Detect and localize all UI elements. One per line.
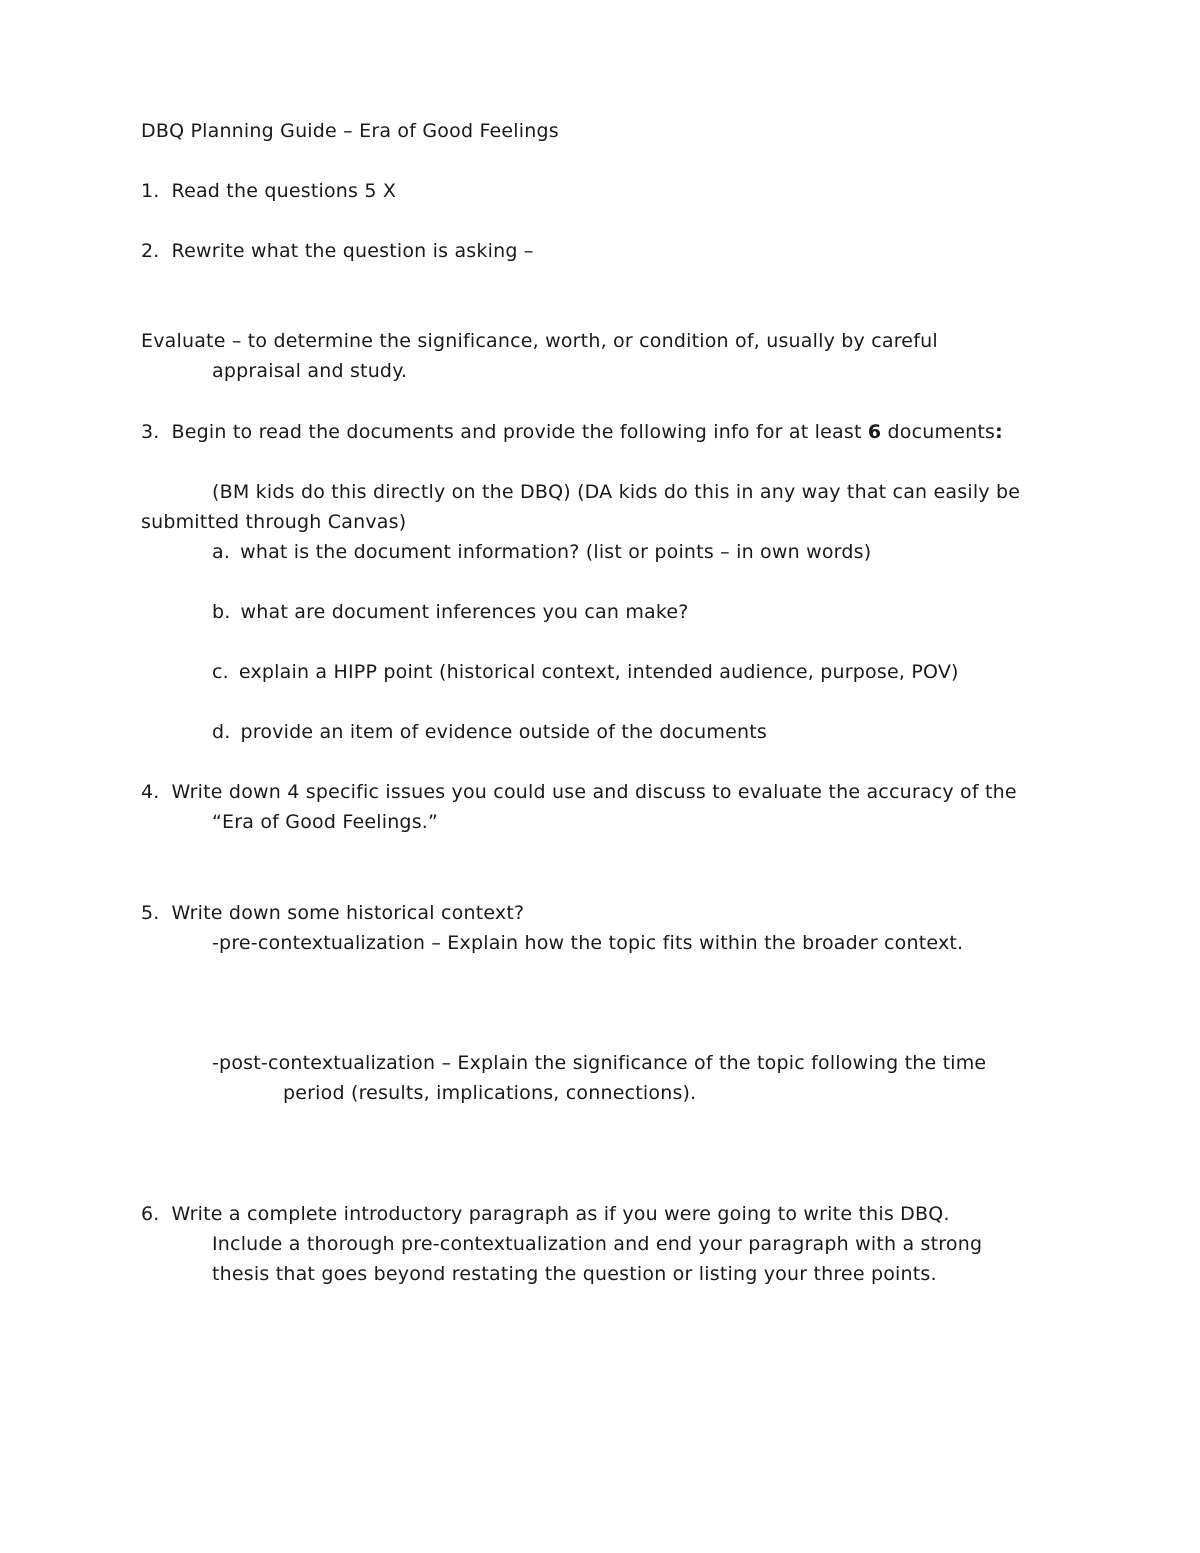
step-3-item-a: [212, 537, 871, 567]
item-letter: d.: [212, 721, 231, 743]
step-text: Rewrite what the question is asking –: [171, 240, 534, 262]
step-text: Write down 4 specific issues you could use and discuss to evaluate the accuracy of the: [171, 781, 1017, 803]
step-6-line-2: Include a thorough pre-contextualization and end your paragraph with a strong: [212, 1233, 983, 1255]
step-number: 4.: [141, 781, 160, 803]
step-text: Write a complete introductory paragraph as if you were going to write this DBQ.: [171, 1203, 950, 1225]
step-text: Write down some historical context?: [171, 902, 525, 924]
step-4-line-2: “Era of Good Feelings.”: [212, 811, 439, 833]
step-6-line-3: thesis that goes beyond restating the question or listing your three points.: [212, 1263, 937, 1285]
step-text: Begin to read the documents and provide the following info for at least: [171, 421, 868, 443]
document-title: DBQ Planning Guide – Era of Good Feelings: [141, 120, 559, 142]
step-text-end: documents: [881, 421, 996, 443]
step-6: [141, 1199, 950, 1229]
step-3-item-c: [212, 657, 959, 687]
step-5: [141, 898, 524, 928]
step-3-item-b: [212, 597, 689, 627]
evaluate-definition-line-1: Evaluate – to determine the significance, worth, or condition of, usually by careful: [141, 330, 938, 352]
step-colon: :: [995, 421, 1003, 443]
step-1: [141, 176, 396, 206]
step-number: 1.: [141, 180, 160, 202]
item-text: what is the document information? (list or points – in own words): [240, 541, 872, 563]
step-3-note-line-1: (BM kids do this directly on the DBQ) (DA kids do this in any way that can easily be: [212, 481, 1021, 503]
item-letter: b.: [212, 601, 231, 623]
step-number: 5.: [141, 902, 160, 924]
post-contextualization-line-2: period (results, implications, connections).: [283, 1082, 697, 1104]
step-3-note-line-2: submitted through Canvas): [141, 511, 407, 533]
evaluate-definition-line-2: appraisal and study.: [212, 360, 408, 382]
item-text: what are document inferences you can make?: [240, 601, 689, 623]
step-2: [141, 236, 534, 266]
step-number: 3.: [141, 421, 160, 443]
item-letter: c.: [212, 661, 229, 683]
item-text: provide an item of evidence outside of the documents: [240, 721, 767, 743]
pre-contextualization: -pre-contextualization – Explain how the topic fits within the broader context.: [212, 932, 964, 954]
step-bold-number: 6: [867, 421, 882, 443]
post-contextualization-line-1: -post-contextualization – Explain the significance of the topic following the time: [212, 1052, 987, 1074]
item-letter: a.: [212, 541, 231, 563]
step-number: 6.: [141, 1203, 160, 1225]
step-3: [141, 417, 1003, 447]
step-3-item-d: [212, 717, 767, 747]
step-text: Read the questions 5 X: [171, 180, 397, 202]
item-text: explain a HIPP point (historical context, intended audience, purpose, POV): [238, 661, 959, 683]
step-4: [141, 777, 1017, 807]
step-number: 2.: [141, 240, 160, 262]
